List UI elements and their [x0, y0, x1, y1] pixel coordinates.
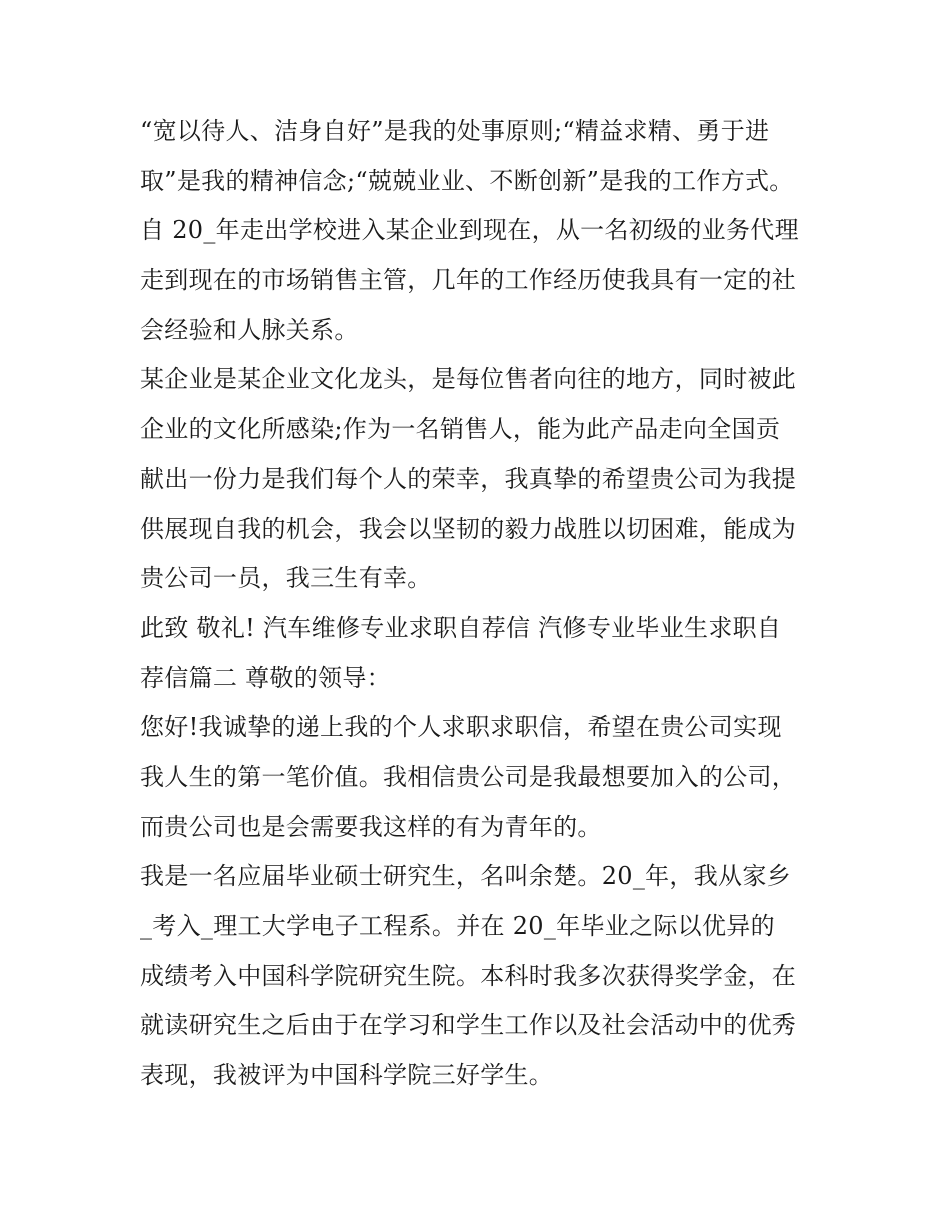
text-line: 献出一份力是我们每个人的荣幸，我真挚的希望贵公司为我提 — [140, 464, 797, 493]
document-body — [140, 107, 820, 1101]
text-line: 而贵公司也是会需要我这样的有为青年的。 — [140, 812, 602, 841]
text-line: “宽以待人、洁身自好”是我的处事原则;“精益求精、勇于进 — [140, 117, 770, 145]
text-line: 就读研究生之后由于在学习和学生工作以及社会活动中的优秀 — [140, 1011, 797, 1040]
text-line: 走到现在的市场销售主管，几年的工作经历使我具有一定的社 — [140, 266, 797, 295]
text-line: 会经验和人脉关系。 — [140, 315, 359, 344]
text-line: 取”是我的精神信念;“兢兢业业、不断创新”是我的工作方式。 — [140, 166, 794, 195]
text-line: 某企业是某企业文化龙头，是每位售者向往的地方，同时被此 — [140, 365, 797, 394]
text-line: 自 20_年走出学校进入某企业到现在，从一名初级的业务代理 — [140, 216, 799, 245]
text-line: 成绩考入中国科学院研究生院。本科时我多次获得奖学金，在 — [140, 961, 797, 990]
text-line: 表现，我被评为中国科学院三好学生。 — [140, 1061, 554, 1090]
text-line: 我是一名应届毕业硕士研究生，名叫余楚。20_年，我从家乡 — [140, 862, 791, 891]
text-line: 荐信篇二 尊敬的领导： — [140, 663, 391, 692]
text-line: 企业的文化所感染;作为一名销售人，能为此产品走向全国贡 — [140, 415, 781, 444]
text-line: 供展现自我的机会，我会以坚韧的毅力战胜以切困难，能成为 — [140, 514, 797, 543]
text-line: 此致 敬礼! 汽车维修专业求职自荐信 汽修专业毕业生求职自 — [140, 613, 782, 642]
text-line: 您好!我诚挚的递上我的个人求职求职信，希望在贵公司实现 — [140, 713, 782, 742]
text-line: 我人生的第一笔价值。我相信贵公司是我最想要加入的公司， — [140, 762, 797, 791]
text-line: 贵公司一员，我三生有幸。 — [140, 564, 432, 593]
text-line: _考入_理工大学电子工程系。并在 20_年毕业之际以优异的 — [140, 912, 775, 940]
